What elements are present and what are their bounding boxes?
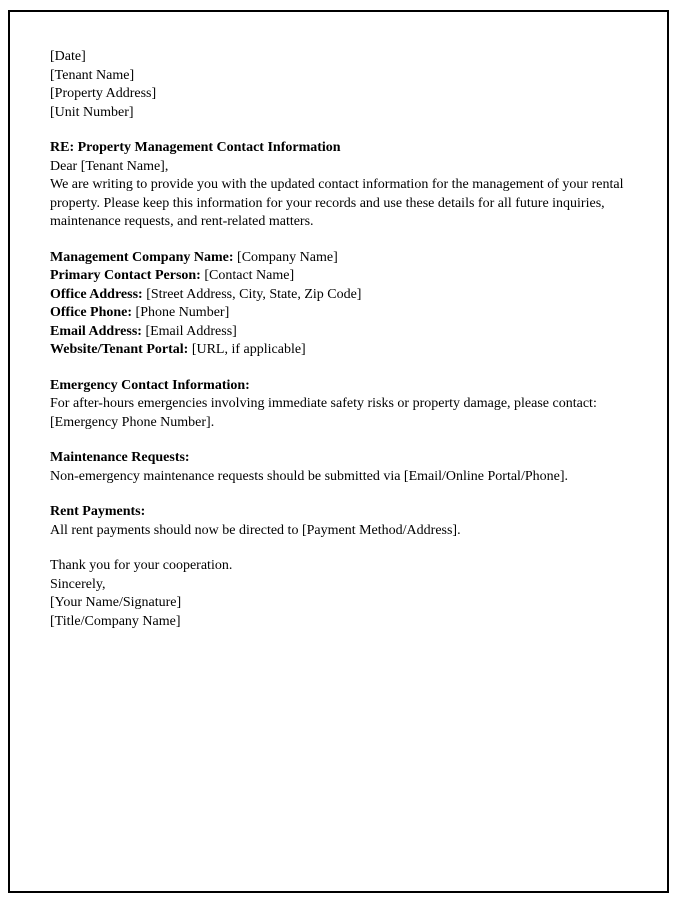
contact-field-label: Website/Tenant Portal: [50, 342, 189, 357]
emergency-section-body: For after-hours emergencies involving immediate safety risks or property damage, please contact: [Emergency Phone Number]. [50, 396, 597, 430]
recipient-address-line: [Property Address] [50, 86, 157, 101]
maintenance-section-heading: Maintenance Requests: [50, 450, 190, 465]
contact-field-label: Primary Contact Person: [50, 268, 201, 283]
closing-thanks: Thank you for your cooperation. [50, 558, 233, 573]
contact-field-value: [Company Name] [233, 249, 338, 265]
letter-body [50, 48, 627, 631]
contact-field [50, 286, 627, 305]
contact-field-value: [Phone Number] [132, 305, 230, 320]
contact-field-value: [URL, if applicable] [188, 342, 306, 357]
intro-paragraph: We are writing to provide you with the updated contact information for the management of your rental property. Please keep this information for your records and use these details for all future inquiries, maintenance requests, and rent-related matters. [50, 177, 624, 229]
recipient-unit-line: [Unit Number] [50, 104, 134, 120]
signoff: Sincerely, [50, 576, 106, 592]
contact-field-label: Management Company Name: [50, 249, 234, 265]
signature-block [50, 594, 627, 631]
recipient-name-line: [Tenant Name] [50, 67, 135, 83]
contact-field-label: Office Phone: [50, 305, 133, 320]
contact-field-label: Office Address: [50, 286, 143, 302]
maintenance-section [50, 449, 627, 486]
contact-info-block [50, 249, 627, 360]
rent-section [50, 503, 627, 540]
emergency-section-heading: Emergency Contact Information: [50, 377, 250, 393]
contact-field [50, 304, 627, 323]
contact-field-value: [Street Address, City, State, Zip Code] [142, 286, 362, 302]
salutation: Dear [Tenant Name], [50, 158, 169, 174]
emergency-section [50, 377, 627, 433]
signature-title-line: [Title/Company Name] [50, 613, 181, 629]
contact-field [50, 323, 627, 342]
date-line: [Date] [50, 49, 86, 64]
contact-field [50, 249, 627, 268]
contact-field [50, 341, 627, 360]
maintenance-section-body: Non-emergency maintenance requests should be submitted via [Email/Online Portal/Phone]. [50, 468, 568, 484]
signature-name-line: [Your Name/Signature] [50, 595, 182, 610]
letter-page [8, 10, 669, 893]
recipient-block [50, 67, 627, 123]
contact-field [50, 267, 627, 286]
subject-line: RE: Property Management Contact Information [50, 140, 341, 155]
rent-section-body: All rent payments should now be directed to [Payment Method/Address]. [50, 522, 461, 538]
rent-section-heading: Rent Payments: [50, 504, 146, 519]
contact-field-value: [Contact Name] [200, 268, 295, 283]
contact-field-value: [Email Address] [141, 323, 237, 339]
contact-field-label: Email Address: [50, 323, 142, 339]
